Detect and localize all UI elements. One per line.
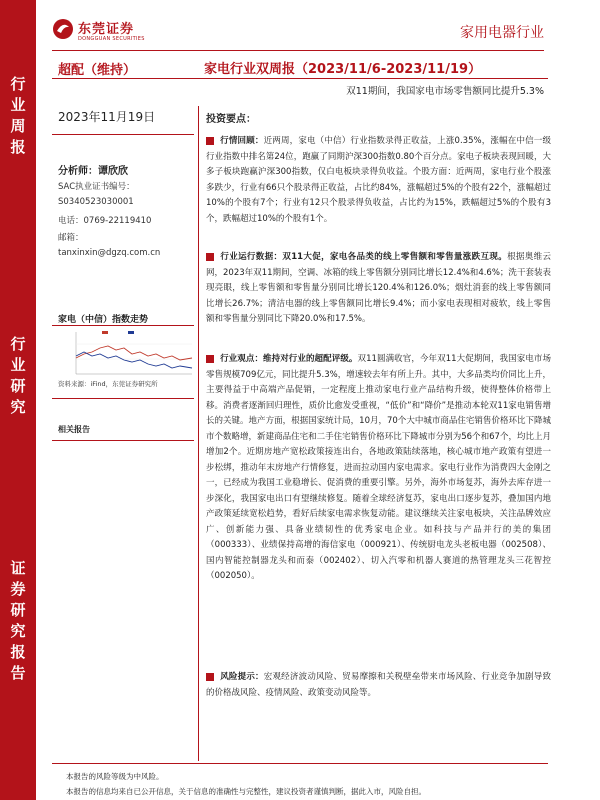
section-heading: 风险提示：: [220, 672, 264, 682]
legend-swatch-1: [102, 331, 108, 334]
analyst-cert-number: S0340523030001: [58, 197, 134, 207]
series-line-2: [76, 352, 192, 368]
section-body: 近两周，家电（中信）行业指数录得正收益，上涨0.35%，涨幅在中信一级行业指数中排名第24位，跑赢了同期沪深300指数0.80个百分点。家电子板块表现回暖，大多子板块跑赢沪深300指数，仅白电板块录得负收益。个股方面：近两周，家电行业个股涨多跌少，行业有66只个股录得正收益，占比约84%，涨幅超过5%的个股有22个，涨幅超过10%的个股有7个；行业有12只个股录得负收益，占比约为15%，跌幅超过5%的个股有3个，跌幅超过10%的个股有1个。: [206, 136, 551, 224]
section-heading: 行业运行数据：双11大促，家电各品类的线上零售额和零售量涨跌互现。: [220, 252, 508, 262]
chart-source: 资料来源：iFind，东莞证券研究所: [58, 380, 158, 388]
report-title: 家电行业双周报（2023/11/6-2023/11/19）: [204, 62, 482, 77]
key-points-label: 投资要点：: [206, 114, 256, 125]
series-line-1: [76, 346, 192, 360]
column-divider: [198, 106, 199, 761]
sidebar-text: 行业周报: [10, 75, 26, 156]
section-body: 双11圆满收官，今年双11大促期间，我国家电市场零售规模709亿元，同比提升5.3%，增速较去年有所上升。其中，大多品类均价同比上升，主要得益于中高端产品促销，一定程度上推动家电行业产品结构升级，使得整体价格带上移。消费者逐渐回归理性，质价比愈发受重视，“低价”和“降价”是推动本轮双11家电销售增长的关键。地产方面，根据国家统计局，10月，70个大中城市商品住宅销售价格环比下降城市个数略增，新建商品住宅和二手住宅销售价格环比下降城市分别为56个和67个，均比上月增加2个。近期房地产宽松政策接连出台，各地政策陆续落地，核心城市地产政策有望进一步松绑，推动年末房地产行情修复，进而拉动国内家电需求。家电行业作为消费四大金刚之一，已经成为我国工业稳增长、促消费的重要引擎。另外，海外市场复苏，海外去库存进一步深化，我国家电出口有望继续修复。随着全球经济复苏，家电出口逐步复苏，叠加国内地产政策延续宽松趋势，看好后续家电需求恢复动能。建议继续关注家电板块，关注品牌效应广、创新能力强、具备业绩韧性的优秀家电企业。如科技与产品并行的美的集团（000333）、业绩保持高增的海信家电（000921）、传统厨电龙头老板电器（002508）、国内智能控制器龙头和而泰（002402）、切入汽零和机器人赛道的热管理龙头三花智控（002050）。: [206, 354, 551, 581]
sidebar-text: 证券研究报告: [10, 559, 26, 682]
logo-mark-icon: [52, 18, 74, 40]
bullet-icon: [206, 673, 214, 681]
section-body: 根据奥维云网，2023年双11期间，空调、冰箱的线上零售额分别同比增长12.4%和4.6%；洗干套装表现亮眼，线上零售额和零售量分别同比增长120.4%和126.0%；烟灶消套的线上零售额同比增长26.7%；清洁电器的线上零售额同比增长9.4%；而小家电表现相对疲软，线上零售额和零售量分别同比下降20.0%和17.5%。: [206, 252, 551, 324]
section-risk: [206, 670, 551, 701]
section-heading: 行情回顾：: [220, 136, 264, 146]
footer-divider: [52, 763, 548, 764]
rating: 超配（维持）: [58, 63, 137, 78]
legend-swatch-2: [128, 331, 134, 334]
analyst-email-label: 邮箱：: [58, 233, 84, 243]
chart-title: 家电（中信）指数走势: [58, 315, 149, 325]
section-heading: 行业观点：维持对行业的超配评级。: [220, 354, 358, 364]
bullet-icon: [206, 253, 214, 261]
related-reports-heading: 相关报告: [58, 425, 90, 434]
section-industry-data: [206, 250, 551, 328]
section-body: 宏观经济波动风险、贸易摩擦和关税壁垒带来市场风险、行业竞争加剧导致的价格战风险、疫情风险、政策变动风险等。: [206, 672, 551, 698]
chart-bottom-divider: [52, 398, 194, 399]
related-divider: [52, 440, 194, 441]
header-divider: [52, 50, 544, 51]
industry-name: 家用电器行业: [460, 25, 544, 41]
sidebar: [0, 0, 36, 800]
section-market-review: [206, 134, 551, 227]
sidebar-label-research: [0, 334, 36, 418]
sidebar-label-weekly: [0, 74, 36, 158]
sidebar-text: 行业研究: [10, 335, 26, 416]
footer-disclaimer: 本报告的信息均来自已公开信息，关于信息的准确性与完整性，建议投资者谨慎判断，据此入市，风险自担。: [66, 787, 426, 796]
logo-name-en: DONGGUAN SECURITIES: [78, 36, 145, 42]
sidebar-label-report: [0, 558, 36, 684]
report-date: 2023年11月19日: [58, 110, 156, 124]
company-logo: [52, 16, 162, 46]
analyst-email[interactable]: tanxinxin@dgzq.com.cn: [58, 248, 161, 258]
analyst-cert-label: SAC执业证书编号：: [58, 182, 135, 192]
section-industry-view: [206, 352, 551, 585]
bullet-icon: [206, 137, 214, 145]
analyst-name: 分析师：谭欣欣: [58, 166, 128, 177]
date-divider: [52, 134, 194, 135]
footer-risk-level: 本报告的风险等级为中风险。: [66, 772, 164, 781]
title-divider: [52, 78, 548, 79]
analyst-phone: 电话：0769-22119410: [58, 216, 152, 226]
chart-divider: [52, 325, 194, 326]
bullet-icon: [206, 355, 214, 363]
logo-name-cn: 东莞证券: [78, 22, 135, 37]
report-subtitle: 双11期间，我国家电市场零售额同比提升5.3%: [346, 86, 544, 97]
